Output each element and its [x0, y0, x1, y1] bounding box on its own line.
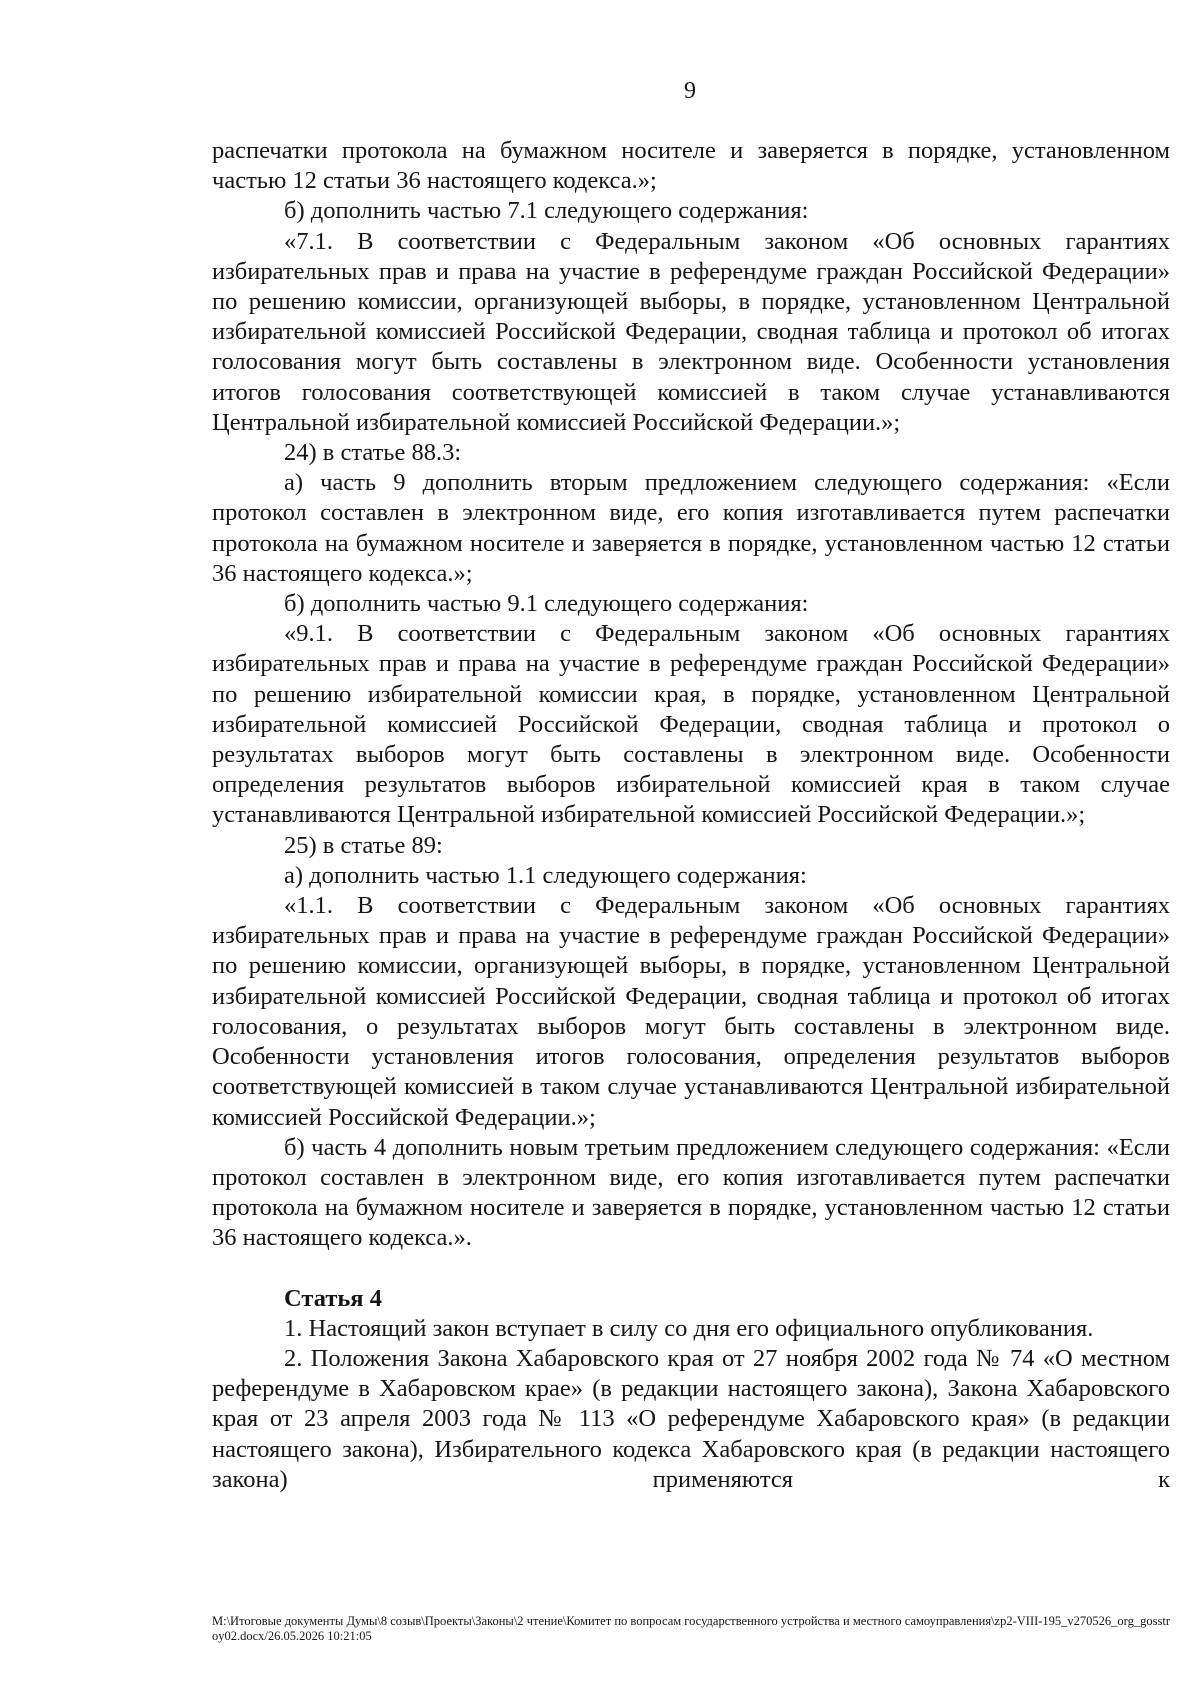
- document-body: [212, 136, 1170, 1495]
- paragraph-item-a-1-1: а) дополнить частью 1.1 следующего содержания:: [284, 861, 807, 889]
- paragraph-item-a-part-9: а) часть 9 дополнить вторым предложением следующего содержания: «Если протокол составлен в электронном виде, его копия изготавливается путем распечатки протокола на бумажном носителе и заверяется в порядке, установленном частью 12 статьи 36 настоящего кодекса.»;: [212, 469, 1170, 587]
- paragraph-article-4-point-1: 1. Настоящий закон вступает в силу со дня его официального опубликования.: [284, 1314, 1094, 1342]
- article-heading: Статья 4: [284, 1284, 382, 1312]
- paragraph-part-9-1: «9.1. В соответствии с Федеральным законом «Об основных гарантиях избирательных прав и права на участие в референдуме граждан Российской Федерации» по решению избирательной комиссии края, в порядке, установленном Центральной избирательной комиссией Российской Федерации, сводная таблица и протокол о результатах выборов могут быть составлены в электронном виде. Особенности определения результатов выборов избирательной комиссией края в таком случае устанавливаются Центральной избирательной комиссией Российской Федерации.»;: [212, 620, 1170, 829]
- paragraph-item-24: 24) в статье 88.3:: [284, 439, 462, 467]
- paragraph-item-b-part-4: б) часть 4 дополнить новым третьим предложением следующего содержания: «Если протокол составлен в электронном виде, его копия изготавливается путем распечатки протокола на бумажном носителе и заверяется в порядке, установленном частью 12 статьи 36 настоящего кодекса.».: [212, 1133, 1170, 1252]
- paragraph-continuation: распечатки протокола на бумажном носителе и заверяется в порядке, установленном частью 12 статьи 36 настоящего кодекса.»;: [212, 137, 1170, 195]
- paragraph-part-7-1: «7.1. В соответствии с Федеральным законом «Об основных гарантиях избирательных прав и права на участие в референдуме граждан Российской Федерации» по решению комиссии, организующей выборы, в порядке, установленном Центральной избирательной комиссией Российской Федерации, сводная таблица и протокол об итогах голосования могут быть составлены в электронном виде. Особенности установления итогов голосования соответствующей комиссией в таком случае устанавливаются Центральной избирательной комиссией Российской Федерации.»;: [212, 227, 1170, 436]
- paragraph-item-b-7-1: б) дополнить частью 7.1 следующего содержания:: [284, 197, 809, 225]
- paragraph-article-4-point-2: 2. Положения Закона Хабаровского края от 27 ноября 2002 года № 74 «О местном референдуме в Хабаровском крае» (в редакции настоящего закона), Закона Хабаровского края от 23 апреля 2003 года № 113 «О референдуме Хабаровского края» (в редакции настоящего закона), Избирательного кодекса Хабаровского края (в редакции настоящего закона) применяются к: [212, 1344, 1170, 1493]
- paragraph-item-b-9-1: б) дополнить частью 9.1 следующего содержания:: [284, 590, 809, 618]
- paragraph-part-1-1: «1.1. В соответствии с Федеральным законом «Об основных гарантиях избирательных прав и права на участие в референдуме граждан Российской Федерации» по решению комиссии, организующей выборы, в порядке, установленном Центральной избирательной комиссией Российской Федерации, сводная таблица и протокол об итогах голосования, о результатах выборов могут быть составлены в электронном виде. Особенности установления итогов голосования, определения результатов выборов соответствующей комиссией в таком случае устанавливаются Центральной избирательной комиссией Российской Федерации.»;: [212, 892, 1170, 1131]
- footer-file-path: M:\Итоговые документы Думы\8 созыв\Проекты\Законы\2 чтение\Комитет по вопросам государственного устройства и местного самоуправления\zp2-VIII-195_v270526_org_gosstroy02.docx/26.05.2026 10:21:05: [212, 1614, 1170, 1643]
- paragraph-item-25: 25) в статье 89:: [284, 831, 443, 859]
- page-number: 9: [684, 78, 696, 104]
